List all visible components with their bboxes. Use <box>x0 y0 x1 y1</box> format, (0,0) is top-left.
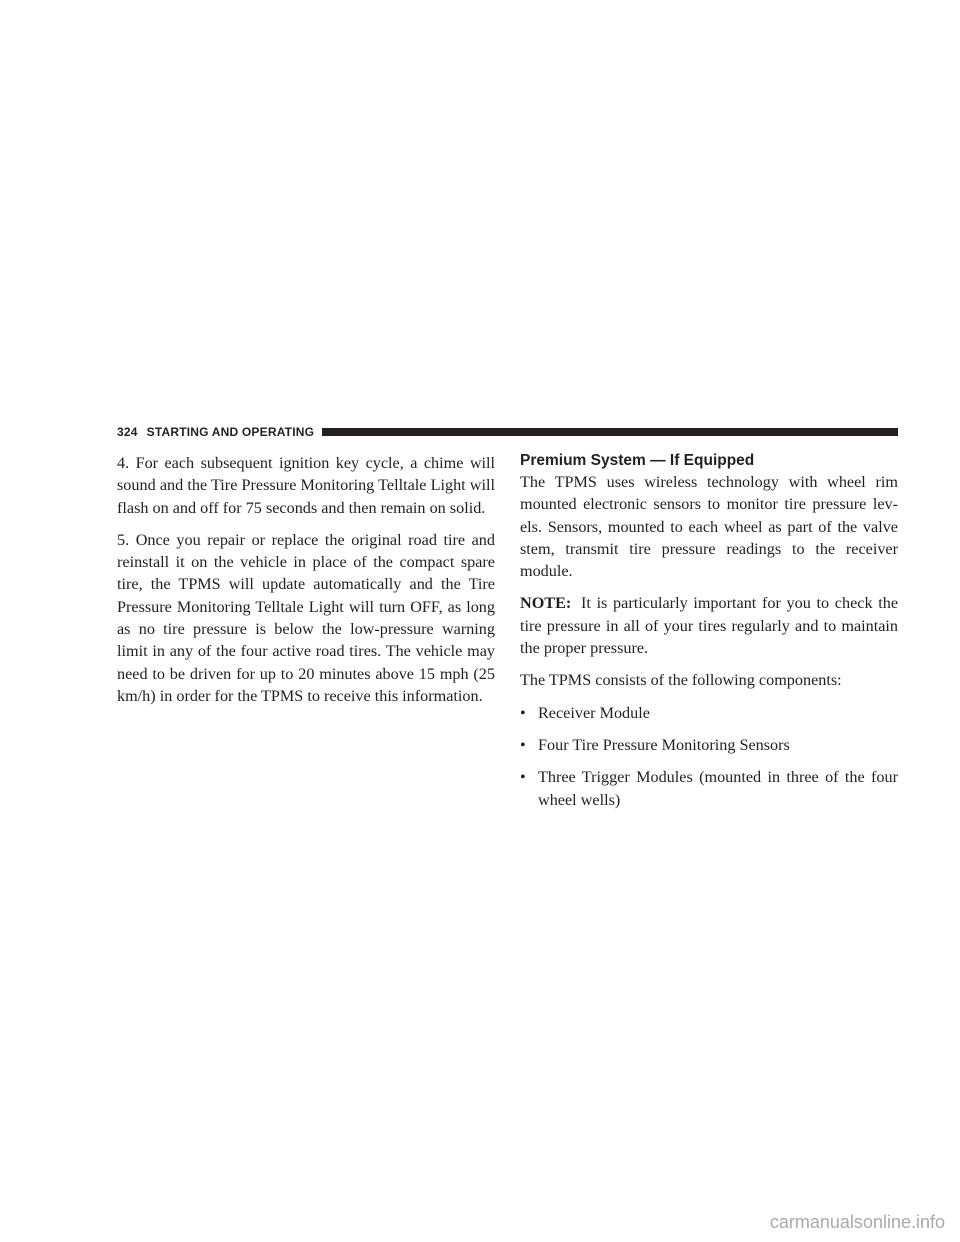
list-item <box>520 734 898 756</box>
list-item <box>520 766 898 811</box>
left-column <box>117 452 495 717</box>
section-heading: Premium System — If Equipped <box>520 452 755 469</box>
list-item-text: Four Tire Pressure Monitoring Sensors <box>538 735 790 754</box>
header-rule <box>322 428 898 436</box>
components-list <box>520 702 898 811</box>
bullet-icon: • <box>520 703 526 722</box>
list-item-text: Receiver Module <box>538 703 650 722</box>
page-number: 324 <box>117 425 138 439</box>
note-text: It is particularly important for you to check the tire pressure in all of your tires regularly and to maintain the proper pressure. <box>520 594 899 658</box>
bullet-icon: • <box>520 735 526 754</box>
note-label: NOTE: <box>520 594 572 613</box>
note-paragraph <box>520 592 898 659</box>
running-header <box>117 422 898 442</box>
paragraph-step-5: 5. Once you repair or replace the original road tire and reinstall it on the vehicle in place of the compact spare tire, the TPMS will update automatically and the Tire Pressure Monitoring Telltale Light will turn OFF, as long as no tire pressure is below the low-pressure warning limit in any of the four active road tires. The vehicle may need to be driven for up to 20 minutes above 15 mph (25 km/h) in order for the TPMS to receive this information. <box>117 530 495 705</box>
list-item <box>520 702 898 724</box>
components-intro: The TPMS consists of the following components: <box>520 671 842 690</box>
list-item-text: Three Trigger Modules (mounted in three of the four wheel wells) <box>538 768 898 809</box>
intro-paragraph: The TPMS uses wireless technology with wheel rim mounted electronic sensors to monitor tire pressure lev-els. Sensors, mounted to each wheel as part of the valve stem, transmit tire pressure readings to the receiver module. <box>520 473 898 581</box>
bullet-icon: • <box>520 768 526 787</box>
paragraph-step-4: 4. For each subsequent ignition key cycle, a chime will sound and the Tire Pressure Monitoring Telltale Light will flash on and off for 75 seconds and then remain on solid. <box>117 454 495 517</box>
watermark: carmanualsonline.info <box>769 1212 945 1232</box>
section-title: STARTING AND OPERATING <box>146 425 315 439</box>
right-column <box>520 452 898 821</box>
